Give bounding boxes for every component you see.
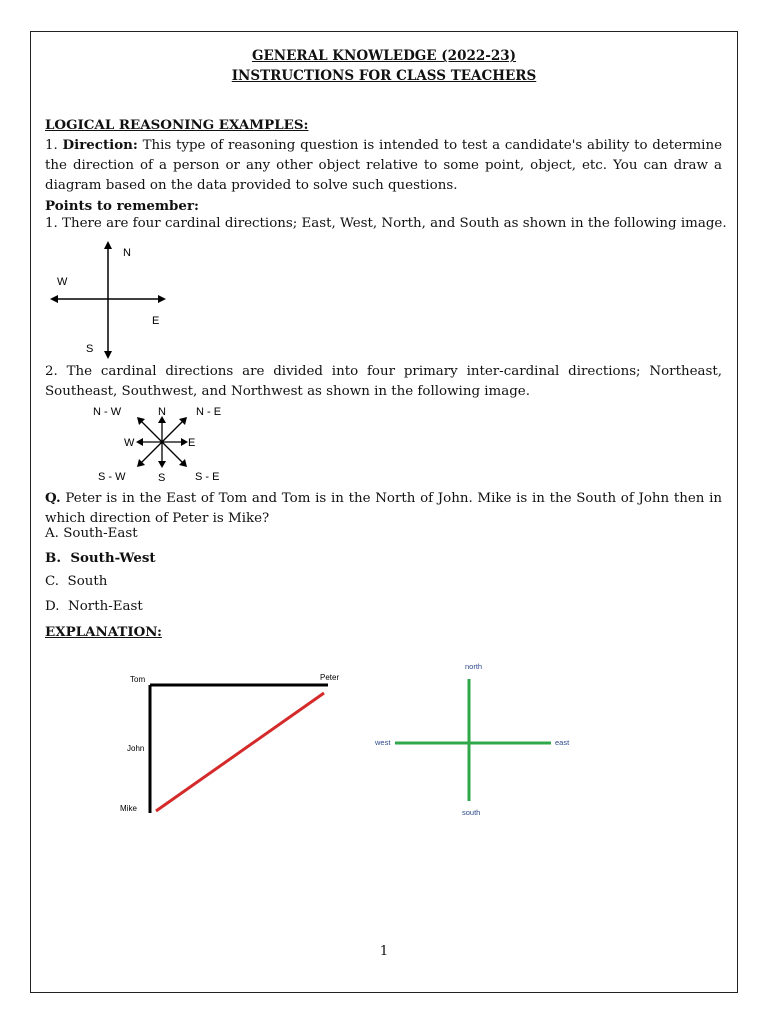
section-heading: LOGICAL REASONING EXAMPLES: [45,117,309,133]
option-d-key: D. [45,599,60,614]
label-john: John [127,744,145,753]
question-text: Peter is in the East of Tom and Tom is in the North of John. Mike is in the South of John then in which direction of Peter is Mike? [45,491,722,526]
label-ne: N - E [196,406,222,418]
compass-diagram [365,655,585,825]
compass-label-north: north [465,662,483,671]
north-arrow-icon [104,241,112,249]
e-arrow-icon [181,438,188,446]
document-subtitle: INSTRUCTIONS FOR CLASS TEACHERS [231,68,537,84]
label-peter: Peter [320,673,340,682]
question-paragraph [45,488,722,529]
label-sw: S - W [98,471,126,483]
direction-label: Direction: [62,137,138,153]
option-a-key: A. [45,526,59,541]
cardinal-directions-diagram [40,238,180,362]
document-title: GENERAL KNOWLEDGE (2022-23) [251,48,517,64]
option-b-key: B. [45,550,61,566]
label-e: E [188,437,196,449]
page-number: 1 [379,944,389,959]
option-c-text: South [67,574,108,589]
south-arrow-icon [104,351,112,359]
label-mike: Mike [120,804,137,813]
direction-paragraph [45,135,722,196]
direction-number: 1. [45,138,58,153]
label-s: S [158,472,166,484]
compass-label-south: south [462,808,481,817]
label-se: S - E [195,471,220,483]
w-arrow-icon [136,438,143,446]
question-label: Q. [45,490,61,506]
label-w: W [124,437,135,449]
points-heading: Points to remember: [45,198,199,214]
point-2-text: 2. The cardinal directions are divided into four primary inter-cardinal directions; Northeast, Southeast, Southwest, and Northwest as shown in the following image. [45,364,722,399]
label-tom: Tom [130,675,146,684]
mike-peter-red-line [156,693,324,811]
label-n: N [158,406,166,418]
option-a-text: South-East [63,526,138,541]
s-arrow-icon [158,461,166,468]
cardinal-label-n: N [123,247,131,259]
cardinal-label-e: E [152,315,160,327]
explanation-diagram [110,665,360,825]
option-d [45,597,143,617]
point-1-text: 1. There are four cardinal directions; East, West, North, and South as shown in the following image. [45,216,727,231]
compass-label-west: west [375,738,391,747]
cardinal-label-s: S [86,343,94,355]
cardinal-label-w: W [57,276,68,288]
intercardinal-directions-diagram [88,401,238,487]
option-a [45,524,138,544]
compass-label-east: east [555,738,570,747]
option-d-text: North-East [68,599,143,614]
west-arrow-icon [50,295,58,303]
explanation-heading: EXPLANATION: [45,624,162,640]
option-b-text: South-West [70,550,156,566]
option-c [45,572,107,592]
east-arrow-icon [158,295,166,303]
label-nw: N - W [93,406,122,418]
option-c-key: C. [45,574,60,589]
direction-text: This type of reasoning question is intended to test a candidate's ability to determine the direction of a person or any other object relative to some point, object, etc. You can draw a diagram based on the data provided to solve such questions. [45,138,722,193]
option-b [45,548,156,568]
